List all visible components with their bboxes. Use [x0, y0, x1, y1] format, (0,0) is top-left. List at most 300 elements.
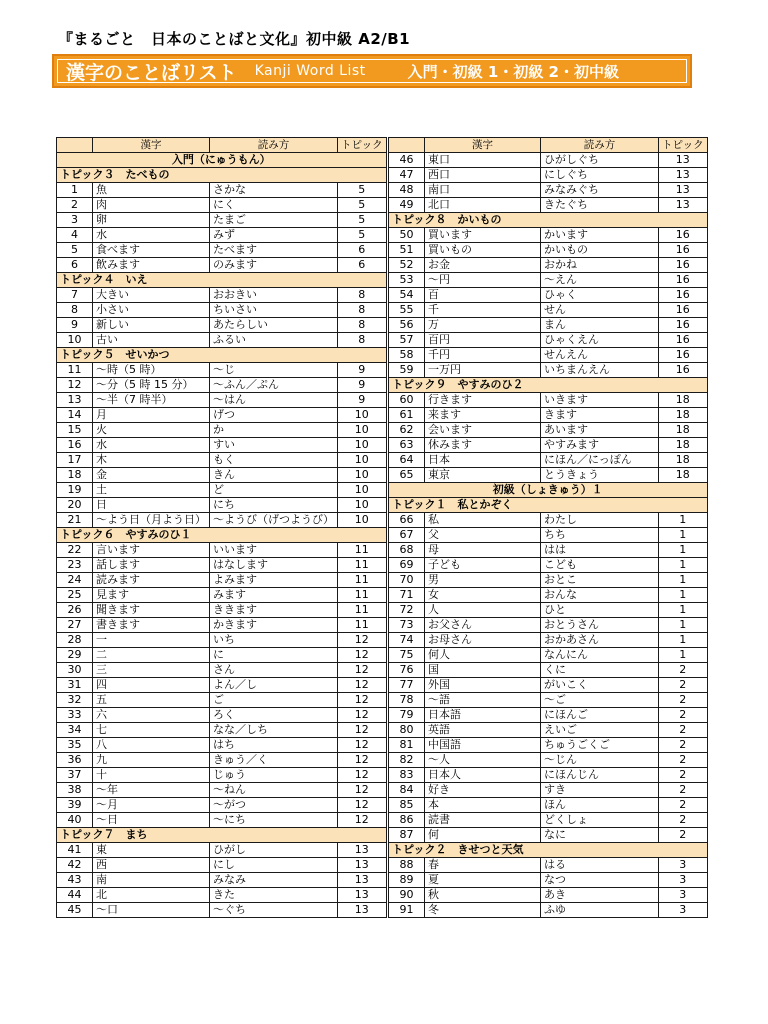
kanji-cell: 日	[93, 498, 210, 513]
topic-header-row	[57, 168, 387, 183]
table-row	[57, 498, 387, 513]
table-row	[389, 753, 708, 768]
reading-cell: あいます	[541, 423, 659, 438]
entry-number: 63	[389, 438, 425, 453]
reading-cell: まん	[541, 318, 659, 333]
table-row	[57, 378, 387, 393]
topic-number: 8	[338, 303, 387, 318]
reading-cell: みなみ	[210, 873, 338, 888]
table-row	[389, 723, 708, 738]
kanji-cell: 肉	[93, 198, 210, 213]
entry-number: 27	[57, 618, 93, 633]
topic-number: 10	[338, 483, 387, 498]
entry-number: 22	[57, 543, 93, 558]
reading-cell: にし	[210, 858, 338, 873]
entry-number: 46	[389, 153, 425, 168]
topic-number: 12	[338, 708, 387, 723]
table-row	[57, 483, 387, 498]
reading-cell: ふゆ	[541, 903, 659, 918]
reading-cell: がいこく	[541, 678, 659, 693]
table-row	[389, 468, 708, 483]
entry-number: 65	[389, 468, 425, 483]
kanji-cell: 西	[93, 858, 210, 873]
reading-cell: せんえん	[541, 348, 659, 363]
topic-number: 13	[338, 843, 387, 858]
topic-number: 2	[659, 783, 708, 798]
table-row	[57, 333, 387, 348]
entry-number: 60	[389, 393, 425, 408]
table-row	[57, 753, 387, 768]
entry-number: 53	[389, 273, 425, 288]
table-row	[57, 543, 387, 558]
topic-number: 2	[659, 663, 708, 678]
reading-cell: きゅう／く	[210, 753, 338, 768]
reading-cell: か	[210, 423, 338, 438]
kanji-cell: 東口	[425, 153, 541, 168]
kanji-cell: 国	[425, 663, 541, 678]
topic-header-row	[389, 498, 708, 513]
topic-number: 8	[338, 288, 387, 303]
topic-number: 6	[338, 258, 387, 273]
entry-number: 39	[57, 798, 93, 813]
kanji-cell: 書きます	[93, 618, 210, 633]
entry-number: 49	[389, 198, 425, 213]
topic-label: トピック９ やすみのひ２	[389, 378, 708, 393]
entry-number: 12	[57, 378, 93, 393]
table-row	[57, 228, 387, 243]
table-row	[57, 198, 387, 213]
reading-cell: ちいさい	[210, 303, 338, 318]
kanji-cell: 東京	[425, 468, 541, 483]
reading-cell: ～ようび（げつようび）	[210, 513, 338, 528]
kanji-cell: 読みます	[93, 573, 210, 588]
kanji-cell: 新しい	[93, 318, 210, 333]
topic-number: 2	[659, 693, 708, 708]
column-header-topic: トピック	[338, 138, 387, 153]
topic-number: 13	[659, 168, 708, 183]
entry-number: 68	[389, 543, 425, 558]
reading-cell: いいます	[210, 543, 338, 558]
column-header-reading: 読み方	[541, 138, 659, 153]
table-row	[57, 633, 387, 648]
kanji-cell: 日本人	[425, 768, 541, 783]
kanji-cell: 秋	[425, 888, 541, 903]
table-row	[57, 408, 387, 423]
column-header-number	[57, 138, 93, 153]
reading-cell: たまご	[210, 213, 338, 228]
reading-cell: にほん／にっぽん	[541, 453, 659, 468]
topic-number: 2	[659, 678, 708, 693]
topic-number: 16	[659, 228, 708, 243]
topic-number: 18	[659, 468, 708, 483]
table-row	[57, 453, 387, 468]
kanji-cell: 好き	[425, 783, 541, 798]
entry-number: 85	[389, 798, 425, 813]
kanji-cell: 人	[425, 603, 541, 618]
topic-number: 10	[338, 513, 387, 528]
entry-number: 76	[389, 663, 425, 678]
topic-number: 16	[659, 348, 708, 363]
kanji-cell: 子ども	[425, 558, 541, 573]
reading-cell: はち	[210, 738, 338, 753]
reading-cell: ～ご	[541, 693, 659, 708]
entry-number: 30	[57, 663, 93, 678]
kanji-cell: 何	[425, 828, 541, 843]
kanji-cell: 読書	[425, 813, 541, 828]
kanji-cell: お父さん	[425, 618, 541, 633]
kanji-cell: ～月	[93, 798, 210, 813]
table-row	[57, 213, 387, 228]
topic-number: 3	[659, 888, 708, 903]
table-row	[57, 438, 387, 453]
table-row	[389, 633, 708, 648]
reading-cell: きた	[210, 888, 338, 903]
entry-number: 54	[389, 288, 425, 303]
kanji-cell: 一万円	[425, 363, 541, 378]
entry-number: 69	[389, 558, 425, 573]
topic-number: 16	[659, 288, 708, 303]
topic-header-row	[389, 378, 708, 393]
kanji-cell: 聞きます	[93, 603, 210, 618]
topic-number: 10	[338, 408, 387, 423]
table-header-row	[389, 138, 708, 153]
level-header-row	[389, 483, 708, 498]
reading-cell: にち	[210, 498, 338, 513]
kanji-cell: 飲みます	[93, 258, 210, 273]
topic-number: 2	[659, 723, 708, 738]
table-row	[389, 903, 708, 918]
entry-number: 74	[389, 633, 425, 648]
reading-cell: いちまんえん	[541, 363, 659, 378]
topic-header-row	[57, 828, 387, 843]
entry-number: 34	[57, 723, 93, 738]
kanji-cell: ～語	[425, 693, 541, 708]
topic-number: 2	[659, 708, 708, 723]
reading-cell: ～がつ	[210, 798, 338, 813]
entry-number: 84	[389, 783, 425, 798]
table-row	[57, 318, 387, 333]
kanji-cell: 水	[93, 228, 210, 243]
reading-cell: ふるい	[210, 333, 338, 348]
reading-cell: みます	[210, 588, 338, 603]
reading-cell: ～ねん	[210, 783, 338, 798]
reading-cell: えいご	[541, 723, 659, 738]
table-row	[57, 258, 387, 273]
entry-number: 44	[57, 888, 93, 903]
topic-number: 12	[338, 633, 387, 648]
reading-cell: なんにん	[541, 648, 659, 663]
table-row	[57, 663, 387, 678]
reading-cell: きん	[210, 468, 338, 483]
reading-cell: ～じん	[541, 753, 659, 768]
entry-number: 67	[389, 528, 425, 543]
kanji-cell: 来ます	[425, 408, 541, 423]
table-row	[57, 573, 387, 588]
reading-cell: ひゃく	[541, 288, 659, 303]
table-row	[57, 618, 387, 633]
entry-number: 78	[389, 693, 425, 708]
table-row	[389, 678, 708, 693]
reading-cell: にほんご	[541, 708, 659, 723]
reading-cell: はなします	[210, 558, 338, 573]
entry-number: 73	[389, 618, 425, 633]
table-row	[389, 768, 708, 783]
entry-number: 66	[389, 513, 425, 528]
kanji-cell: 西口	[425, 168, 541, 183]
topic-header-row	[57, 273, 387, 288]
entry-number: 28	[57, 633, 93, 648]
topic-number: 12	[338, 723, 387, 738]
topic-number: 13	[659, 198, 708, 213]
entry-number: 26	[57, 603, 93, 618]
topic-label: トピック１ 私とかぞく	[389, 498, 708, 513]
table-row	[57, 873, 387, 888]
kanji-cell: ～よう日（月よう日）	[93, 513, 210, 528]
topic-number: 10	[338, 468, 387, 483]
table-row	[389, 783, 708, 798]
entry-number: 40	[57, 813, 93, 828]
entry-number: 59	[389, 363, 425, 378]
list-subtitle: Kanji Word List	[254, 63, 366, 79]
reading-cell: ～じ	[210, 363, 338, 378]
topic-number: 13	[338, 873, 387, 888]
reading-cell: おかね	[541, 258, 659, 273]
entry-number: 48	[389, 183, 425, 198]
table-row	[389, 648, 708, 663]
topic-number: 11	[338, 558, 387, 573]
kanji-cell: 千	[425, 303, 541, 318]
table-row	[57, 468, 387, 483]
kanji-cell: 父	[425, 528, 541, 543]
entry-number: 24	[57, 573, 93, 588]
reading-cell: なな／しち	[210, 723, 338, 738]
table-row	[389, 543, 708, 558]
topic-number: 12	[338, 693, 387, 708]
entry-number: 55	[389, 303, 425, 318]
entry-number: 77	[389, 678, 425, 693]
entry-number: 18	[57, 468, 93, 483]
table-row	[57, 723, 387, 738]
topic-label: トピック２ きせつと天気	[389, 843, 708, 858]
topic-label: トピック５ せいかつ	[57, 348, 387, 363]
table-row	[389, 363, 708, 378]
topic-number: 5	[338, 228, 387, 243]
topic-number: 11	[338, 588, 387, 603]
reading-cell: とうきょう	[541, 468, 659, 483]
entry-number: 79	[389, 708, 425, 723]
reading-cell: こども	[541, 558, 659, 573]
topic-header-row	[57, 348, 387, 363]
topic-number: 3	[659, 873, 708, 888]
entry-number: 15	[57, 423, 93, 438]
kanji-cell: ～日	[93, 813, 210, 828]
kanji-cell: 中国語	[425, 738, 541, 753]
entry-number: 41	[57, 843, 93, 858]
entry-number: 45	[57, 903, 93, 918]
entry-number: 56	[389, 318, 425, 333]
topic-number: 10	[338, 498, 387, 513]
entry-number: 71	[389, 588, 425, 603]
table-row	[389, 828, 708, 843]
topic-number: 16	[659, 258, 708, 273]
topic-number: 16	[659, 243, 708, 258]
kanji-cell: 十	[93, 768, 210, 783]
table-row	[389, 318, 708, 333]
entry-number: 13	[57, 393, 93, 408]
topic-number: 2	[659, 798, 708, 813]
kanji-table-right-body	[389, 153, 708, 918]
table-row	[389, 738, 708, 753]
kanji-cell: お金	[425, 258, 541, 273]
entry-number: 87	[389, 828, 425, 843]
entry-number: 70	[389, 573, 425, 588]
table-row	[389, 258, 708, 273]
topic-number: 5	[338, 183, 387, 198]
topic-number: 5	[338, 213, 387, 228]
table-row	[389, 453, 708, 468]
topic-header-row	[57, 528, 387, 543]
topic-number: 10	[338, 423, 387, 438]
entry-number: 61	[389, 408, 425, 423]
topic-number: 1	[659, 618, 708, 633]
entry-number: 6	[57, 258, 93, 273]
entry-number: 33	[57, 708, 93, 723]
table-row	[389, 858, 708, 873]
table-row	[389, 228, 708, 243]
kanji-cell: 東	[93, 843, 210, 858]
kanji-cell: ～時（5 時）	[93, 363, 210, 378]
topic-number: 16	[659, 273, 708, 288]
reading-cell: せん	[541, 303, 659, 318]
entry-number: 8	[57, 303, 93, 318]
entry-number: 16	[57, 438, 93, 453]
table-row	[389, 183, 708, 198]
table-row	[389, 693, 708, 708]
entry-number: 36	[57, 753, 93, 768]
table-row	[57, 513, 387, 528]
entry-number: 9	[57, 318, 93, 333]
reading-cell: にほんじん	[541, 768, 659, 783]
kanji-cell: 私	[425, 513, 541, 528]
topic-number: 12	[338, 753, 387, 768]
column-header-number	[389, 138, 425, 153]
kanji-cell: 南口	[425, 183, 541, 198]
topic-number: 9	[338, 393, 387, 408]
topic-number: 12	[338, 663, 387, 678]
entry-number: 1	[57, 183, 93, 198]
entry-number: 50	[389, 228, 425, 243]
table-row	[57, 648, 387, 663]
topic-number: 11	[338, 573, 387, 588]
table-row	[389, 888, 708, 903]
topic-label: トピック６ やすみのひ１	[57, 528, 387, 543]
topic-number: 12	[338, 648, 387, 663]
reading-cell: に	[210, 648, 338, 663]
entry-number: 11	[57, 363, 93, 378]
entry-number: 89	[389, 873, 425, 888]
topic-number: 18	[659, 393, 708, 408]
kanji-cell: 本	[425, 798, 541, 813]
kanji-cell: 八	[93, 738, 210, 753]
topic-header-row	[389, 213, 708, 228]
entry-number: 62	[389, 423, 425, 438]
table-row	[57, 708, 387, 723]
topic-number: 2	[659, 828, 708, 843]
reading-cell: わたし	[541, 513, 659, 528]
kanji-cell: 夏	[425, 873, 541, 888]
entry-number: 42	[57, 858, 93, 873]
reading-cell: きたぐち	[541, 198, 659, 213]
entry-number: 58	[389, 348, 425, 363]
reading-cell: どくしょ	[541, 813, 659, 828]
table-row	[389, 348, 708, 363]
topic-number: 5	[338, 198, 387, 213]
kanji-cell: 北	[93, 888, 210, 903]
kanji-cell: ～年	[93, 783, 210, 798]
kanji-cell: 買いもの	[425, 243, 541, 258]
topic-number: 9	[338, 363, 387, 378]
table-row	[389, 663, 708, 678]
topic-number: 1	[659, 513, 708, 528]
reading-cell: いち	[210, 633, 338, 648]
reading-cell: くに	[541, 663, 659, 678]
entry-number: 29	[57, 648, 93, 663]
title-banner-inner	[57, 59, 687, 83]
kanji-cell: 春	[425, 858, 541, 873]
topic-number: 16	[659, 333, 708, 348]
topic-number: 1	[659, 528, 708, 543]
topic-number: 18	[659, 453, 708, 468]
entry-number: 10	[57, 333, 93, 348]
table-row	[57, 423, 387, 438]
entry-number: 83	[389, 768, 425, 783]
table-row	[389, 588, 708, 603]
reading-cell: さかな	[210, 183, 338, 198]
entry-number: 2	[57, 198, 93, 213]
table-row	[389, 423, 708, 438]
topic-number: 12	[338, 768, 387, 783]
kanji-cell: 九	[93, 753, 210, 768]
kanji-cell: ～口	[93, 903, 210, 918]
topic-number: 12	[338, 783, 387, 798]
table-row	[389, 513, 708, 528]
table-row	[57, 303, 387, 318]
entry-number: 35	[57, 738, 93, 753]
table-row	[389, 618, 708, 633]
topic-number: 1	[659, 543, 708, 558]
reading-cell: すい	[210, 438, 338, 453]
table-row	[389, 603, 708, 618]
table-row	[57, 813, 387, 828]
topic-number: 11	[338, 543, 387, 558]
title-banner	[52, 54, 692, 88]
kanji-cell: 魚	[93, 183, 210, 198]
table-row	[57, 858, 387, 873]
kanji-cell: 行きます	[425, 393, 541, 408]
kanji-table-right	[388, 137, 708, 918]
topic-number: 2	[659, 768, 708, 783]
kanji-table-left-body	[57, 153, 387, 918]
entry-number: 81	[389, 738, 425, 753]
table-row	[389, 288, 708, 303]
level-range: 入門・初級 1・初級 2・初中級	[407, 62, 619, 81]
reading-cell: ひがしぐち	[541, 153, 659, 168]
column-header-kanji: 漢字	[425, 138, 541, 153]
reading-cell: おとうさん	[541, 618, 659, 633]
topic-number: 18	[659, 408, 708, 423]
topic-number: 12	[338, 738, 387, 753]
kanji-cell: 千円	[425, 348, 541, 363]
